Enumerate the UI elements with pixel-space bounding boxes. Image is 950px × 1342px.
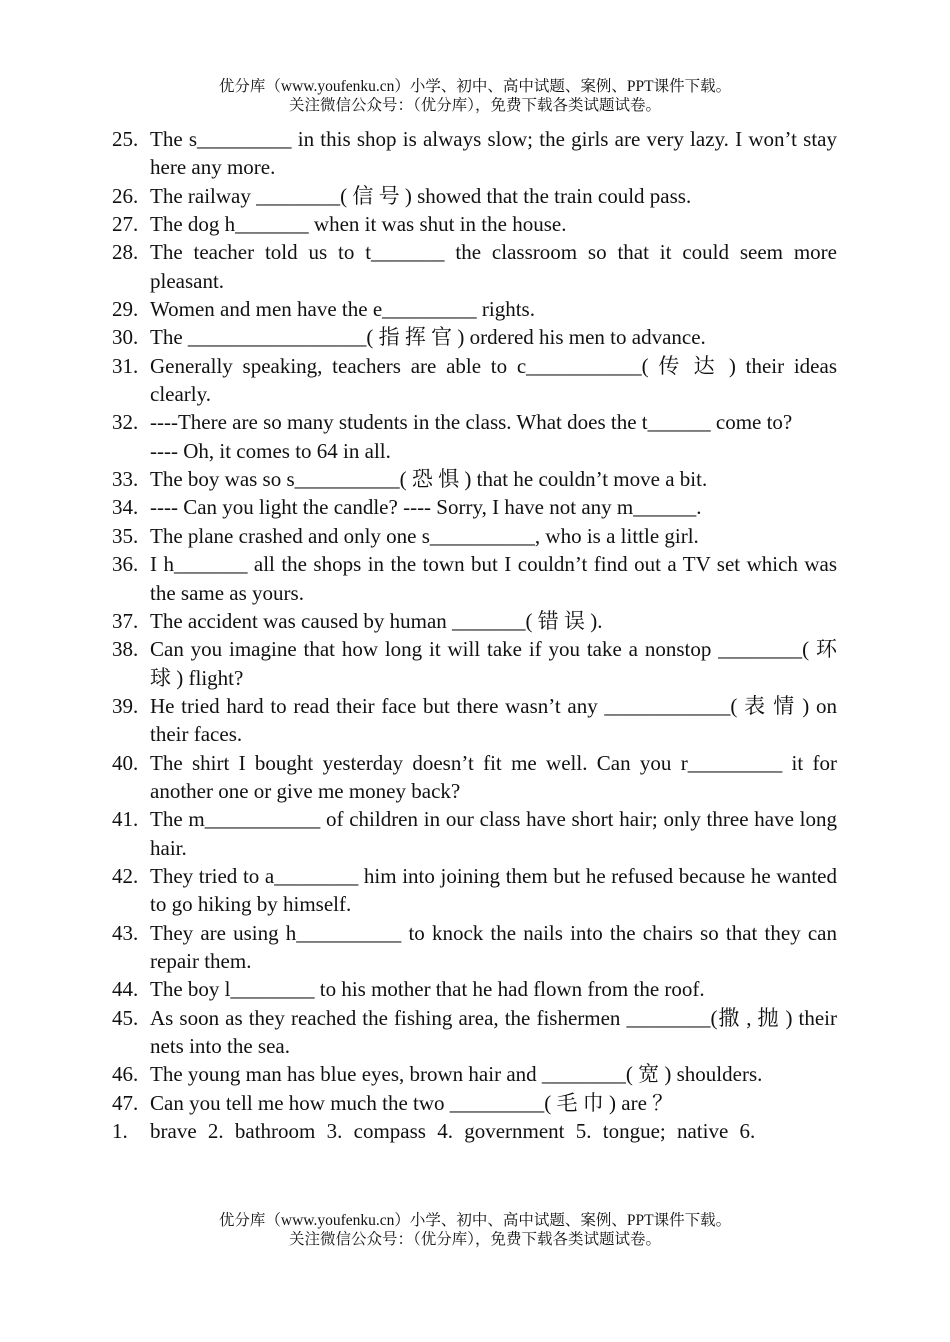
answer-number: 1. xyxy=(112,1119,128,1144)
footer-line-2: 关注微信公众号：（优分库），免费下载各类试题试卷。 xyxy=(288,1231,661,1248)
question-number: 26. xyxy=(112,183,139,208)
question-number: 35. xyxy=(112,523,139,548)
question-text xyxy=(150,182,837,210)
question-item xyxy=(112,210,837,238)
question-item xyxy=(112,295,837,323)
question-line: ----There are so many students in the class. What does the t______ come to? xyxy=(150,410,793,435)
question-line: The m___________ of children in our class have short hair; only three have long hair. xyxy=(150,807,837,860)
question-text xyxy=(150,749,837,806)
question-list xyxy=(112,125,837,1145)
question-text xyxy=(150,465,837,493)
question-line: As soon as they reached the fishing area, the fishermen ________(撒 , 抛 ) their nets into the sea. xyxy=(150,1005,837,1058)
question-line: The _________________( 指 挥 官 ) ordered his men to advance. xyxy=(150,325,706,350)
question-item xyxy=(112,125,837,182)
question-line: Can you imagine that how long it will take if you take a nonstop ________( 环 球 ) flight? xyxy=(150,637,837,690)
question-number: 46. xyxy=(112,1062,139,1087)
question-item xyxy=(112,805,837,862)
question-item xyxy=(112,465,837,493)
page-footer xyxy=(0,1211,950,1249)
question-number: 41. xyxy=(112,807,139,832)
question-text xyxy=(150,635,837,692)
question-number: 40. xyxy=(112,750,139,775)
header-line-2: 关注微信公众号：（优分库），免费下载各类试题试卷。 xyxy=(288,97,661,114)
question-item xyxy=(112,862,837,919)
question-line: The railway ________( 信 号 ) showed that the train could pass. xyxy=(150,183,692,208)
question-item xyxy=(112,323,837,351)
question-line: Women and men have the e_________ rights. xyxy=(150,297,535,322)
footer-line-1: 优分库（www.youfenku.cn）小学、初中、高中试题、案例、PPT课件下载。 xyxy=(218,1212,732,1229)
question-item xyxy=(112,352,837,409)
question-number: 34. xyxy=(112,495,139,520)
question-text xyxy=(150,919,837,976)
question-number: 47. xyxy=(112,1090,139,1115)
question-item xyxy=(112,1060,837,1088)
question-number: 45. xyxy=(112,1005,139,1030)
question-text xyxy=(150,550,837,607)
question-line: He tried hard to read their face but there wasn’t any ____________( 表 情 ) on their faces. xyxy=(150,693,837,747)
question-number: 30. xyxy=(112,325,139,350)
question-text xyxy=(150,805,837,862)
question-line: ---- Oh, it comes to 64 in all. xyxy=(150,438,391,463)
header-line-1: 优分库（www.youfenku.cn）小学、初中、高中试题、案例、PPT课件下载。 xyxy=(218,78,732,95)
question-item xyxy=(112,550,837,607)
question-item xyxy=(112,1089,837,1117)
question-text xyxy=(150,1089,837,1117)
question-number: 33. xyxy=(112,467,139,492)
question-line: The boy l________ to his mother that he had flown from the roof. xyxy=(150,977,705,1002)
question-number: 38. xyxy=(112,637,139,662)
question-number: 28. xyxy=(112,240,139,265)
question-line: The shirt I bought yesterday doesn’t fit me well. Can you r_________ it for another one or give me money back? xyxy=(150,750,837,803)
question-line: The teacher told us to t_______ the classroom so that it could seem more pleasant. xyxy=(150,240,837,293)
question-text xyxy=(150,493,837,521)
question-item xyxy=(112,182,837,210)
question-line: The young man has blue eyes, brown hair and ________( 宽 ) shoulders. xyxy=(150,1062,763,1087)
question-item xyxy=(112,749,837,806)
question-number: 31. xyxy=(112,353,139,378)
question-text xyxy=(150,692,837,749)
question-number: 32. xyxy=(112,410,139,435)
question-line: The accident was caused by human _______( 错 误 ). xyxy=(150,608,603,633)
question-line: Generally speaking, teachers are able to c___________( 传 达 ) their ideas clearly. xyxy=(150,353,837,407)
question-item xyxy=(112,635,837,692)
question-text xyxy=(150,1004,837,1061)
question-item xyxy=(112,919,837,976)
question-line: They tried to a________ him into joining them but he refused because he wanted to go hiking by himself. xyxy=(150,863,837,917)
question-item xyxy=(112,493,837,521)
question-line: They are using h__________ to knock the nails into the chairs so that they can repair them. xyxy=(150,920,837,973)
answer-text: brave 2. bathroom 3. compass 4. government 5. tongue; native 6. xyxy=(150,1119,756,1144)
question-text xyxy=(150,1060,837,1088)
question-number: 42. xyxy=(112,863,139,888)
question-text xyxy=(150,323,837,351)
question-text xyxy=(150,607,837,635)
question-item xyxy=(112,238,837,295)
question-text xyxy=(150,210,837,238)
question-number: 37. xyxy=(112,608,139,633)
question-line: The boy was so s__________( 恐 惧 ) that he couldn’t move a bit. xyxy=(150,467,708,492)
question-text xyxy=(150,238,837,295)
question-number: 36. xyxy=(112,552,139,577)
question-line: I h_______ all the shops in the town but I couldn’t find out a TV set which was the same as yours. xyxy=(150,552,837,605)
question-item xyxy=(112,975,837,1003)
question-line: The s_________ in this shop is always slow; the girls are very lazy. I won’t stay here any more. xyxy=(150,127,837,180)
question-text xyxy=(150,125,837,182)
question-text xyxy=(150,862,837,919)
question-number: 27. xyxy=(112,212,139,237)
question-text xyxy=(150,975,837,1003)
question-item xyxy=(112,522,837,550)
question-item xyxy=(112,408,837,465)
question-text xyxy=(150,408,837,465)
question-number: 43. xyxy=(112,920,139,945)
question-number: 39. xyxy=(112,693,139,718)
question-text xyxy=(150,295,837,323)
question-line: ---- Can you light the candle? ---- Sorry, I have not any m______. xyxy=(150,495,702,520)
question-line: The dog h_______ when it was shut in the house. xyxy=(150,212,567,237)
question-number: 44. xyxy=(112,977,139,1002)
question-number: 29. xyxy=(112,297,139,322)
page-header xyxy=(0,77,950,115)
answer-key-line xyxy=(112,1117,837,1145)
question-item xyxy=(112,607,837,635)
question-number: 25. xyxy=(112,127,139,151)
question-line: Can you tell me how much the two _________( 毛 巾 ) are ？ xyxy=(150,1090,674,1115)
question-item xyxy=(112,692,837,749)
question-line: The plane crashed and only one s__________, who is a little girl. xyxy=(150,523,699,548)
question-text xyxy=(150,522,837,550)
question-text xyxy=(150,352,837,409)
question-item xyxy=(112,1004,837,1061)
